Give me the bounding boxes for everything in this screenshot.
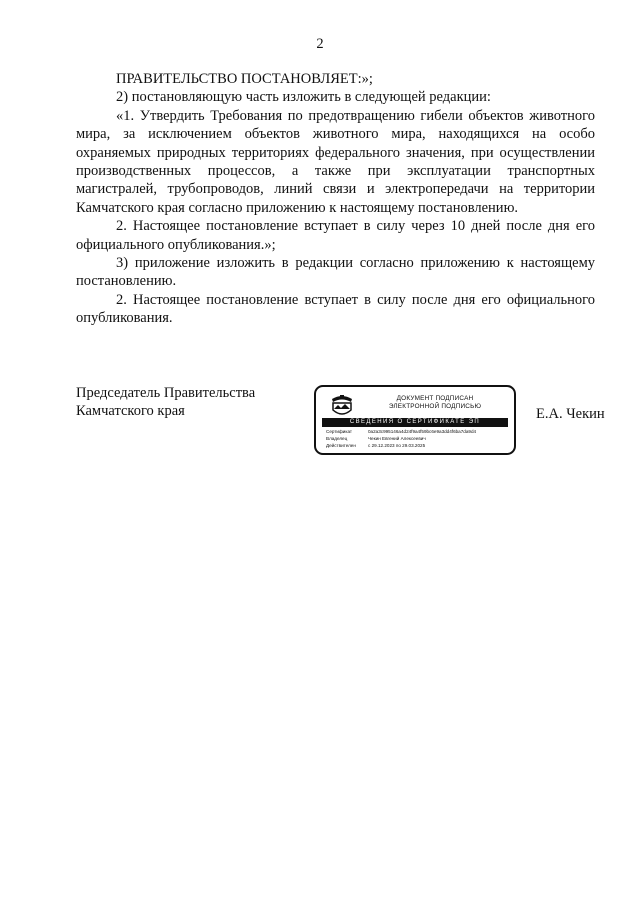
paragraph: 3) приложение изложить в редакции согласно приложению к настоящему постановлению. [76,255,595,290]
paragraph: 2) постановляющую часть изложить в следующей редакции: [116,89,491,106]
paragraph: 2. Настоящее постановление вступает в силу через 10 дней после дня его официального опубликования.»; [76,218,595,253]
paragraph: «1. Утвердить Требования по предотвращению гибели объектов животного мира, за исключением объектов животного мира, находящихся на особо охраняемых природных территориях федерального значения, при осуществлении производственных процессов, а также при эксплуатации транспортных магистралей, трубопроводов, линий связи и электропередачи на территории Камчатского края согласно приложению к настоящему постановлению. [76,107,595,216]
paragraph: ПРАВИТЕЛЬСТВО ПОСТАНОВЛЯЕТ:»; [116,71,373,87]
owner-value: Чекин Евгений Алексеевич [368,436,426,441]
validity-value: с 29.12.2023 по 29.03.2025 [368,443,426,448]
owner-label: Владелец [326,436,348,441]
stamp-title-line: ЭЛЕКТРОННОЙ ПОДПИСЬЮ [388,403,482,410]
signer-position-line: Председатель Правительства [76,385,256,401]
owner-row [326,436,426,442]
stamp-title-line: ДОКУМЕНТ ПОДПИСАН [396,395,474,402]
document-body [76,70,595,328]
certificate-header-bar: СВЕДЕНИЯ О СЕРТИФИКАТЕ ЭП [322,418,508,427]
certificate-label: Сертификат [326,429,353,434]
stamp-title [370,395,500,411]
signer-position-line: Камчатского края [76,403,185,420]
validity-row [326,443,425,449]
certificate-row [326,429,476,435]
signer-name: Е.А. Чекин [536,406,605,422]
signer-position [76,384,255,421]
electronic-signature-stamp [314,385,516,455]
paragraph: 2. Настоящее постановление вступает в силу после дня его официального опубликования. [76,291,595,327]
validity-label: Действителен [326,443,356,448]
coat-of-arms-icon [329,392,355,418]
certificate-value: 0a2a3c995146a4d24f9a4f59bc6e9a3dd4f6ba7da9d4 [368,429,477,434]
page-number: 2 [316,36,324,52]
